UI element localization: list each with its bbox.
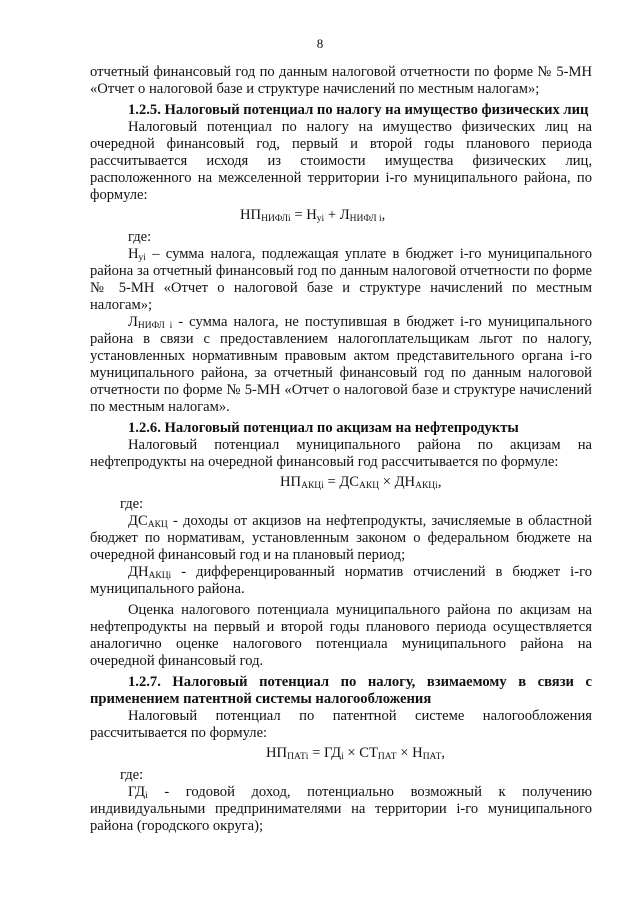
section-1-2-7-paragraph: Налоговый потенциал по патентной системе налогообложения рассчитывается по формуле: <box>90 708 592 741</box>
formula-nifl: $НП_{НИФЛi} = Н_{уi} + Л_{НИФЛ i}$, <box>240 207 386 224</box>
section-1-2-6-paragraph: Налоговый потенциал муниципального района по акцизам на нефтепродукты на очередной финансовый год рассчитывается по формуле: <box>90 437 592 470</box>
formula-pat: $НП_{ПАТi} = ГД_i \times СТ_{ПАТ} \times Н_{ПАТ}$, <box>266 745 446 762</box>
section-1-2-6-heading: 1.2.6. Налоговый потенциал по акцизам на нефтепродукты <box>128 420 519 436</box>
formula-akc: $НП_{АКЦi} = ДС_{АКЦ} \times ДН_{АКЦi}$, <box>280 474 442 491</box>
where-label-1: где: <box>128 229 152 245</box>
definition-nui: $Н_{уi}$ – сумма налога, подлежащая уплате в бюджет i-го муниципального района за отчетный финансовый год по данным налоговой отчетности по форме № 5-МН «Отчет о налоговой базе и структуре начислений по местным налогам»; <box>90 246 592 313</box>
section-1-2-5-heading: 1.2.5. Налоговый потенциал по налогу на имущество физических лиц <box>128 102 589 118</box>
intro-paragraph: отчетный финансовый год по данным налоговой отчетности по форме № 5-МН «Отчет о налоговой базе и структуре начислений по местным налогам»; <box>90 64 592 97</box>
where-label-3: где: <box>120 767 144 783</box>
definition-lnifl: $Л_{НИФЛ i}$ - сумма налога, не поступившая в бюджет i-го муниципального района в связи с предоставлением налогоплательщикам льгот по налогу, установленных нормативным правовым актом представительного органа i-го муниципального района, за отчетный финансовый год по данным налоговой отчетности по форме № 5-МН «Отчет о налоговой базе и структуре начислений по местным налогам». <box>90 314 592 415</box>
section-1-2-7-heading: 1.2.7. Налоговый потенциал по налогу, взимаемому в связи с применением патентной системы налогообложения <box>90 674 592 707</box>
where-label-2: где: <box>120 496 144 512</box>
definition-dsakc: $ДС_{АКЦ}$ - доходы от акцизов на нефтепродукты, зачисляемые в областной бюджет по нормативам, установленным законом о федеральном бюджете на очередной финансовый год и на плановый период; <box>90 513 592 563</box>
page-content <box>90 64 592 835</box>
definition-dnakc: $ДН_{АКЦi}$ - дифференцированный норматив отчислений в бюджет i-го муниципального района. <box>90 564 592 597</box>
section-1-2-5-paragraph: Налоговый потенциал по налогу на имущество физических лиц на очередной финансовый год, первый и второй годы планового периода рассчитывается исходя из стоимости имущества физических лиц, расположенного на межселенной территории i-го муниципального района, по формуле: <box>90 119 592 203</box>
section-1-2-6-assessment: Оценка налогового потенциала муниципального района по акцизам на нефтепродукты на первый и второй годы планового периода осуществляется аналогично оценке налогового потенциала муниципального района на очередной финансовый год. <box>90 602 592 669</box>
page-number: 8 <box>316 36 324 51</box>
definition-gdi: $ГД_i$ - годовой доход, потенциально возможный к получению индивидуальными предпринимателями на территории i-го муниципального района (городского округа); <box>90 784 592 834</box>
